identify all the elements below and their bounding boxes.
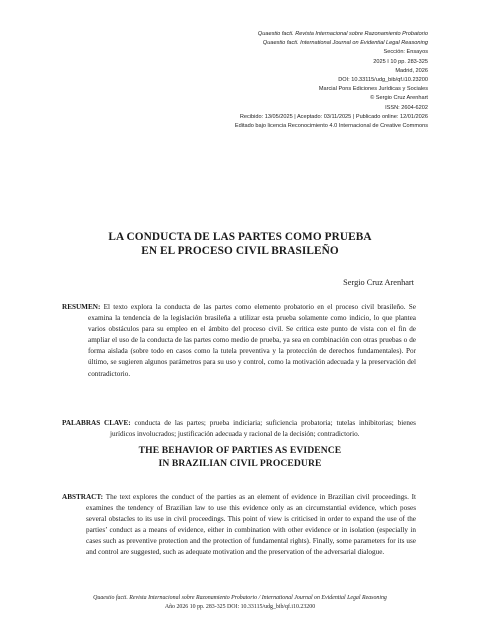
doi[interactable]: DOI: 10.33115/udg_bib/qf.i10.23200 [338,77,428,84]
keywords-text: conducta de las partes; prueba indiciaria; suficiencia probatoria; tutelas inhibitorias; bienes jurídicos involucrados; justificación adecuada y racional de la decisión; contradictorio. [110,419,416,439]
page-footer [40,594,440,612]
footer-issue: Año 2026 10 pp. 283-325 DOI: 10.33115/udg_bib/qf.i10.23200 [164,604,316,611]
license: Editado bajo licencia Reconocimiento 4.0 Internacional de Creative Commons [234,123,428,130]
section: Sección: Ensayos [383,49,428,56]
title-en-line-1: THE BEHAVIOR OF PARTIES AS EVIDENCE [138,445,342,456]
resumen-text: El texto explora la conducta de las partes como elemento probatorio en el proceso civil brasileño. Se examina la tendencia de la legislación brasileña a utilizar esta prueba solamente como indicio, lo que plantea varios obstáculos para su empleo en el ámbito del proceso civil. Se critica este punto de vista con el fin de ampliar el uso de la conducta de las partes como medio de prueba, ya sea en combinación con otras pruebas o de forma aislada (sobre todo en casos como la tutela preventiva y la protección de derechos fundamentales). Por último, se sugieren algunos parámetros para su uso y control, como la motivación adecuada y la preservación del contradictorio. [88,303,416,378]
abstract-text: The text explores the conduct of the parties as an element of evidence in Brazilian civil proceedings. It examines the tendency of Brazilian law to use this evidence only as an circumstantial evidence, which poses several obstacles to its use in civil proceedings. This point of view is criticised in order to expand the use of the parties’ conduct as a means of evidence, either in combination with other evidence or in isolation (especially in cases such as preventive protection and the protection of fundamental rights). Finally, some parameters for its use and control are suggested, such as adequate motivation and the preservation of the adversarial dialogue. [86,493,416,557]
abstract-label: ABSTRACT: [62,493,106,501]
title-es-line-2: EN EL PROCESO CIVIL BRASILEÑO [141,245,339,257]
title-es-line-1: LA CONDUCTA DE LAS PARTES COMO PRUEBA [108,231,372,243]
place-year: Madrid, 2026 [395,67,428,74]
author-name: Sergio Cruz Arenhart [343,278,414,287]
issn: ISSN: 2604-6202 [385,104,428,111]
footer-journal: Quaestio facti. Revista Internacional sobre Razonamiento Probatorio / International Journal on Evidential Legal Reasoning [93,595,387,601]
copyright: © Sergio Cruz Arenhart [370,95,428,102]
issue-pages: 2025 I 10 pp. 283-325 [373,58,428,65]
publisher: Marcial Pons Ediciones Jurídicas y Sociales [318,86,428,93]
title-en-line-2: IN BRAZILIAN CIVIL PROCEDURE [158,458,322,469]
abstract-block [62,492,416,559]
dates: Recibido: 13/05/2025 | Aceptado: 03/11/2025 | Publicado online: 12/01/2026 [239,113,428,120]
article-metadata [98,30,428,131]
resumen-label: RESUMEN: [62,303,104,311]
resumen-block [62,302,416,380]
keywords-block [62,418,416,440]
article-title-es [60,230,420,258]
journal-name-es: Quaestio facti. Revista Internacional sobre Razonamiento Probatorio [257,31,428,37]
keywords-label: PALABRAS CLAVE: [62,419,135,427]
journal-name-en: Quaestio facti. International Journal on Evidential Legal Reasoning [262,40,428,47]
article-title-en [60,444,420,470]
